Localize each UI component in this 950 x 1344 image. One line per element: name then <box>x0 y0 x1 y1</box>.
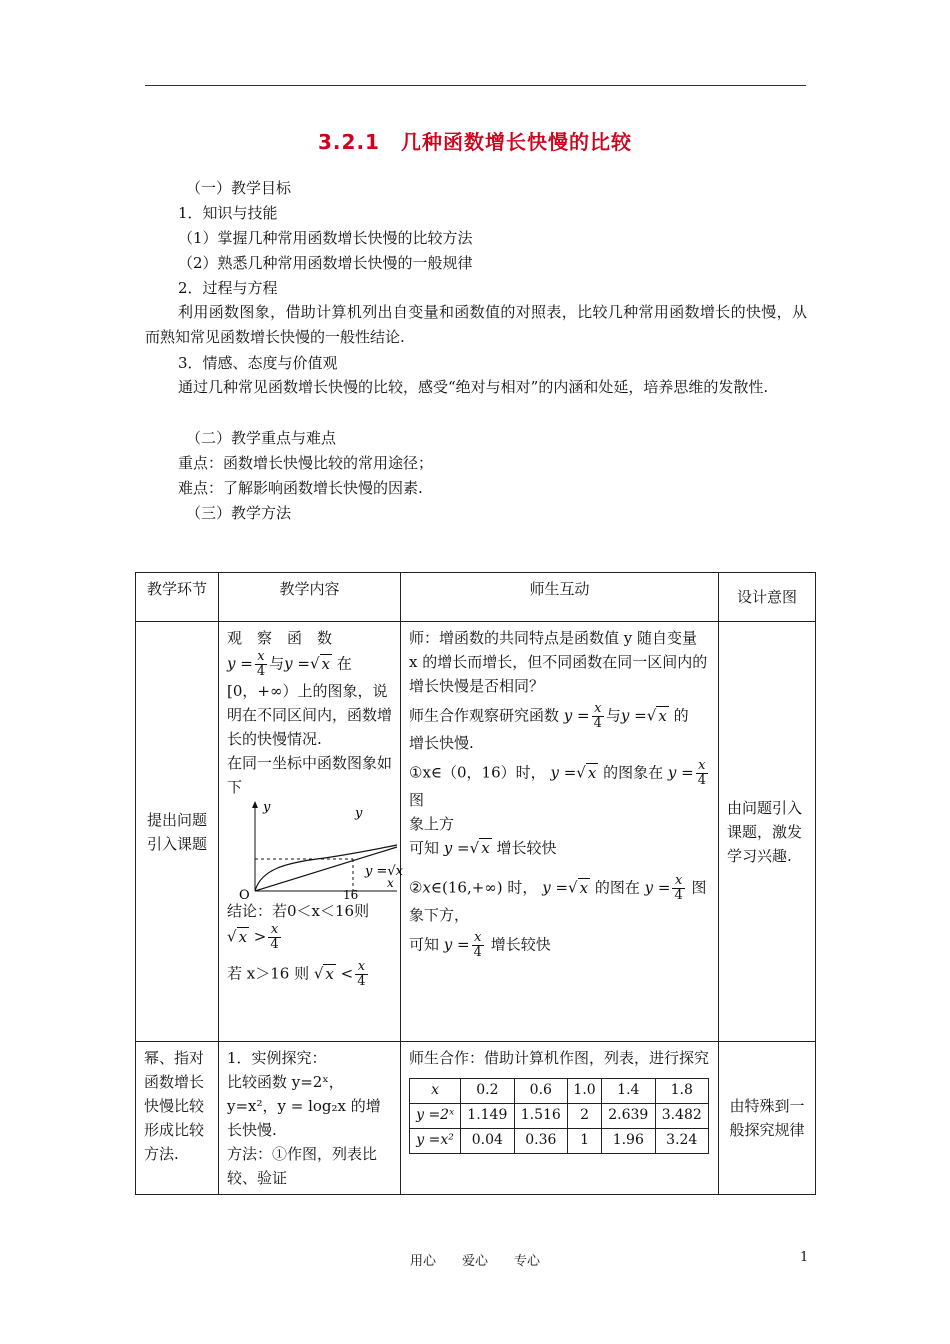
graph-svg <box>227 799 403 903</box>
values-cell: 1 <box>568 1129 602 1154</box>
values-cell: 1.4 <box>602 1079 655 1104</box>
interaction-text: 增长快慢. <box>409 734 474 752</box>
interaction-text: 象上方 <box>409 815 455 833</box>
values-cell: 1.96 <box>602 1129 655 1154</box>
interaction-text: 师：增函数的共同特点是函数值 y 随自变量 x 的增长而增长，但不同函数在同一区间内的增长快慢是否相同？ <box>409 629 708 695</box>
svg-text:x: x <box>387 876 394 890</box>
section-heading: （一）教学目标 <box>186 179 292 197</box>
values-row <box>410 1129 709 1154</box>
difficult-point: 难点：了解影响函数增长快慢的因素. <box>178 479 423 497</box>
list-item: （2）熟悉几种常用函数增长快慢的一般规律 <box>178 254 473 272</box>
key-point: 重点：函数增长快慢比较的常用途径； <box>178 454 434 472</box>
formula: y = $\frac{x}{4}$ 与y =√ x 在 <box>227 649 352 679</box>
svg-text:y: y <box>355 806 363 821</box>
values-header-row <box>410 1079 709 1104</box>
header-rule <box>145 85 806 86</box>
content-text: 观 察 函 数 <box>227 629 333 647</box>
table-header-row <box>136 573 816 622</box>
interaction-text: ①x∈（0，16）时， y =√ x 的图象在 y = $\frac{x}{4}$ 图 <box>409 758 706 809</box>
values-cell: 2 <box>568 1104 602 1129</box>
table-row <box>136 1042 816 1195</box>
interaction-text: 师生合作观察研究函数 y = $\frac{x}{4}$ 与y =√ x 的 <box>409 701 689 731</box>
content-text: 比较函数 y=2ˣ， y=x²，y = log₂x 的增长快慢. <box>227 1073 381 1139</box>
content-cell <box>219 622 401 1042</box>
header-cell: 师生互动 <box>401 573 719 622</box>
header-cell: 设计意图 <box>719 573 816 622</box>
header-cell: 教学内容 <box>219 573 401 622</box>
interaction-text: ②x∈(16,+∞) 时， y =√ x 的图在 y = $\frac{x}{4}$ 图 <box>409 873 707 903</box>
interaction-text: 可知 y = $\frac{x}{4}$ 增长较快 <box>409 930 551 960</box>
values-cell: y =x² <box>410 1129 461 1154</box>
values-cell: 3.482 <box>655 1104 708 1129</box>
svg-text:16: 16 <box>343 888 359 902</box>
section-heading: （三）教学方法 <box>186 504 292 522</box>
formula: √ x > $\frac{x}{4}$ <box>227 922 279 952</box>
values-cell: 1.149 <box>461 1104 514 1129</box>
interaction-text: 可知 y =√ x 增长较快 <box>409 839 557 857</box>
values-cell: x <box>410 1079 461 1104</box>
content-text: 在同一坐标中函数图象如下 <box>227 754 393 796</box>
values-cell: 1.516 <box>514 1104 567 1129</box>
values-cell: 0.2 <box>461 1079 514 1104</box>
svg-text:y =√x: y =√x <box>365 864 403 879</box>
content-text: [0，+∞）上的图象，说明在不同区间内，函数增长的快慢情况. <box>227 682 393 748</box>
subheading: 1．知识与技能 <box>178 204 278 222</box>
content-text: 1．实例探究： <box>227 1049 327 1067</box>
svg-text:y: y <box>263 800 271 815</box>
page-title: 3.2.1 几种函数增长快慢的比较 <box>318 130 632 154</box>
page-number: 1 <box>800 1250 809 1265</box>
content-text: 方法：①作图，列表比较、验证 <box>227 1145 378 1187</box>
subheading: 2．过程与方程 <box>178 279 278 297</box>
values-cell: 0.6 <box>514 1079 567 1104</box>
values-cell: 0.04 <box>461 1129 514 1154</box>
subheading: 3．情感、态度与价值观 <box>178 354 338 372</box>
header-cell: 教学环节 <box>136 573 219 622</box>
values-cell: 1.0 <box>568 1079 602 1104</box>
paragraph: 通过几种常见函数增长快慢的比较，感受“绝对与相对”的内涵和处延，培养思维的发散性. <box>178 378 769 396</box>
stage-cell: 提出问题引入课题 <box>136 622 219 1042</box>
footer-text: 用心 爱心 专心 <box>409 1254 540 1269</box>
values-cell: y =2ˣ <box>410 1104 461 1129</box>
interaction-cell <box>401 622 719 1042</box>
values-cell: 2.639 <box>602 1104 655 1129</box>
function-graph <box>227 799 403 903</box>
interaction-cell <box>401 1042 719 1195</box>
section-heading: （二）教学重点与难点 <box>186 429 337 447</box>
content-cell <box>219 1042 401 1195</box>
values-cell: 3.24 <box>655 1129 708 1154</box>
values-cell: 1.8 <box>655 1079 708 1104</box>
svg-text:O: O <box>239 888 250 903</box>
list-item: （1）掌握几种常用函数增长快慢的比较方法 <box>178 229 473 247</box>
table-row <box>136 622 816 1042</box>
stage-cell: 幂、指对函数增长快慢比较形成比较方法. <box>136 1042 219 1195</box>
intent-cell: 由问题引入课题，激发学习兴趣. <box>719 622 816 1042</box>
values-cell: 0.36 <box>514 1129 567 1154</box>
interaction-text: 象下方， <box>409 906 470 924</box>
content-text: 结论：若0＜x＜16则 <box>227 902 370 920</box>
intent-cell: 由特殊到一般探究规律 <box>719 1042 816 1195</box>
paragraph: 利用函数图象，借助计算机列出自变量和函数值的对照表，比较几种常用函数增长的快慢，从而熟知常见函数增长快慢的一般性结论. <box>145 303 807 346</box>
lesson-table <box>135 572 816 1195</box>
interaction-text: 师生合作：借助计算机作图，列表，进行探究 <box>409 1049 710 1067</box>
values-table <box>409 1078 709 1154</box>
formula: 若 x＞16 则 √ x < $\frac{x}{4}$ <box>227 959 366 989</box>
values-row <box>410 1104 709 1129</box>
